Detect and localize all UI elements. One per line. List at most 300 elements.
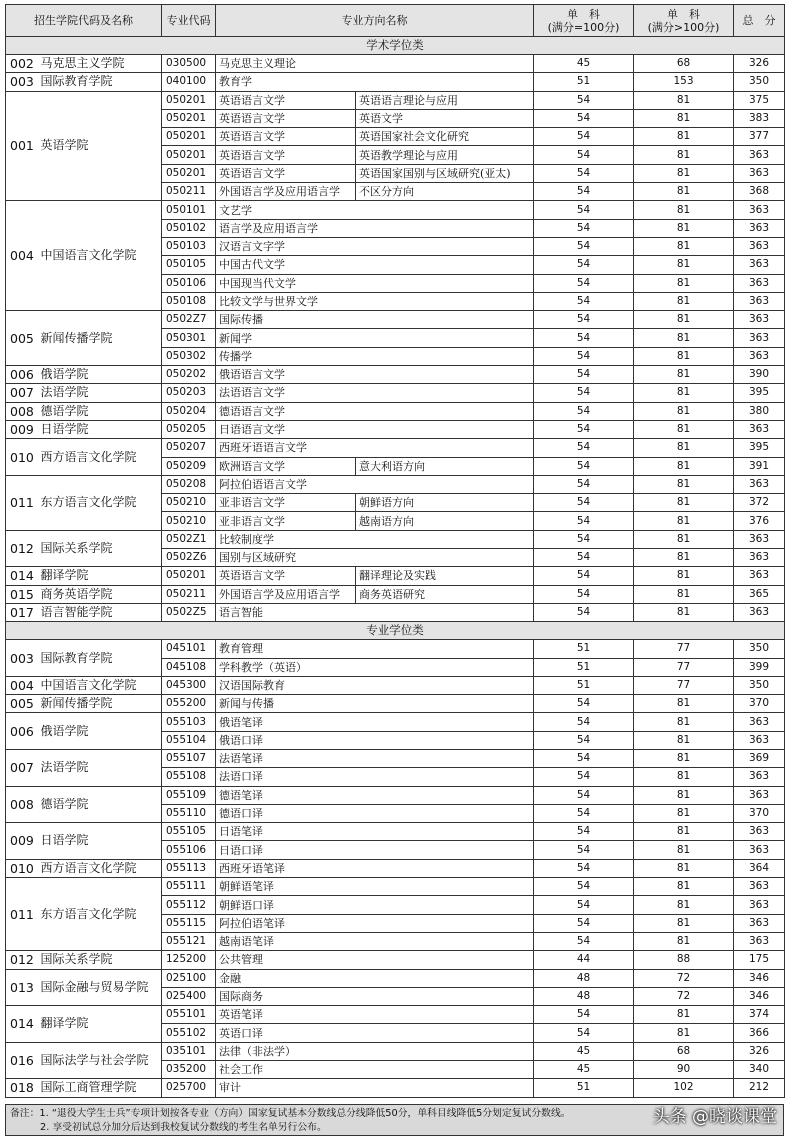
score-single-a: 54 [534, 749, 634, 767]
table-row [6, 311, 785, 329]
major-name: 学科教学（英语） [216, 658, 534, 676]
score-single-b: 81 [634, 329, 734, 347]
direction-name: 意大利语方向 [356, 457, 534, 475]
major-code: 050106 [162, 274, 216, 292]
major-name: 欧洲语言文学 [216, 457, 356, 475]
score-single-a: 54 [534, 859, 634, 877]
college-code: 012 [6, 530, 38, 567]
college-name: 国际工商管理学院 [38, 1079, 162, 1097]
score-single-a: 54 [534, 91, 634, 109]
major-code: 050301 [162, 329, 216, 347]
college-name: 俄语学院 [38, 713, 162, 750]
score-total: 326 [734, 1042, 785, 1060]
header-major-code: 专业代码 [162, 5, 216, 37]
direction-name: 英语教学理论与应用 [356, 146, 534, 164]
score-total: 350 [734, 676, 785, 694]
college-code: 009 [6, 420, 38, 438]
major-code: 055110 [162, 804, 216, 822]
college-code: 006 [6, 366, 38, 384]
score-total: 363 [734, 530, 785, 548]
major-name: 法律（非法学） [216, 1042, 534, 1060]
score-total: 363 [734, 146, 785, 164]
score-total: 363 [734, 914, 785, 932]
major-code: 050108 [162, 292, 216, 310]
score-total: 363 [734, 878, 785, 896]
major-name: 国别与区域研究 [216, 549, 534, 567]
score-single-a: 54 [534, 109, 634, 127]
score-total: 346 [734, 969, 785, 987]
score-total: 363 [734, 731, 785, 749]
score-total: 368 [734, 183, 785, 201]
score-total: 363 [734, 841, 785, 859]
major-name: 俄语口译 [216, 731, 534, 749]
score-single-b: 81 [634, 786, 734, 804]
major-name: 国际传播 [216, 311, 534, 329]
table-row [6, 530, 785, 548]
score-single-b: 81 [634, 494, 734, 512]
major-name: 传播学 [216, 347, 534, 365]
score-single-b: 81 [634, 146, 734, 164]
section-header-row [6, 622, 785, 640]
college-name: 国际关系学院 [38, 530, 162, 567]
college-name: 新闻传播学院 [38, 311, 162, 366]
score-total: 363 [734, 603, 785, 621]
score-single-a: 51 [534, 676, 634, 694]
major-name: 中国古代文学 [216, 256, 534, 274]
score-total: 372 [734, 494, 785, 512]
score-single-a: 54 [534, 146, 634, 164]
score-single-a: 54 [534, 402, 634, 420]
major-code: 0502Z1 [162, 530, 216, 548]
major-code: 055200 [162, 695, 216, 713]
score-single-b: 81 [634, 256, 734, 274]
score-single-a: 54 [534, 530, 634, 548]
score-single-b: 81 [634, 859, 734, 877]
direction-name: 不区分方向 [356, 183, 534, 201]
major-name: 教育学 [216, 73, 534, 91]
major-name: 德语语言文学 [216, 402, 534, 420]
score-single-b: 81 [634, 219, 734, 237]
score-single-b: 81 [634, 347, 734, 365]
score-single-b: 81 [634, 603, 734, 621]
major-name: 英语语言文学 [216, 164, 356, 182]
major-name: 公共管理 [216, 951, 534, 969]
score-single-b: 81 [634, 512, 734, 530]
score-single-b: 88 [634, 951, 734, 969]
major-code: 055112 [162, 896, 216, 914]
major-code: 025400 [162, 987, 216, 1005]
score-single-a: 45 [534, 1042, 634, 1060]
score-single-a: 54 [534, 1024, 634, 1042]
score-single-a: 54 [534, 549, 634, 567]
score-total: 363 [734, 549, 785, 567]
score-total: 363 [734, 311, 785, 329]
college-name: 马克思主义学院 [38, 55, 162, 73]
major-name: 教育管理 [216, 640, 534, 658]
major-name: 国际商务 [216, 987, 534, 1005]
score-single-a: 51 [534, 1079, 634, 1097]
college-name: 中国语言文化学院 [38, 676, 162, 694]
score-single-b: 68 [634, 55, 734, 73]
table-row [6, 73, 785, 91]
major-code: 045101 [162, 640, 216, 658]
college-code: 015 [6, 585, 38, 603]
score-total: 350 [734, 73, 785, 91]
major-name: 外国语言学及应用语言学 [216, 183, 356, 201]
college-name: 国际教育学院 [38, 73, 162, 91]
score-single-a: 51 [534, 640, 634, 658]
score-total: 380 [734, 402, 785, 420]
score-single-b: 81 [634, 713, 734, 731]
major-code: 050210 [162, 512, 216, 530]
college-code: 014 [6, 567, 38, 585]
score-single-a: 48 [534, 969, 634, 987]
major-code: 0502Z5 [162, 603, 216, 621]
major-code: 050201 [162, 164, 216, 182]
major-name: 法语笔译 [216, 749, 534, 767]
score-single-b: 81 [634, 1024, 734, 1042]
score-single-b: 77 [634, 658, 734, 676]
score-single-a: 54 [534, 896, 634, 914]
score-single-a: 54 [534, 786, 634, 804]
score-single-b: 81 [634, 567, 734, 585]
college-name: 中国语言文化学院 [38, 201, 162, 311]
college-name: 德语学院 [38, 402, 162, 420]
score-single-a: 54 [534, 768, 634, 786]
major-name: 外国语言学及应用语言学 [216, 585, 356, 603]
direction-name: 越南语方向 [356, 512, 534, 530]
table-row [6, 695, 785, 713]
college-code: 018 [6, 1079, 38, 1097]
major-code: 055103 [162, 713, 216, 731]
score-total: 365 [734, 585, 785, 603]
score-single-b: 81 [634, 475, 734, 493]
score-single-a: 54 [534, 585, 634, 603]
score-total: 395 [734, 384, 785, 402]
score-total: 212 [734, 1079, 785, 1097]
score-total: 366 [734, 1024, 785, 1042]
table-row [6, 366, 785, 384]
major-code: 055111 [162, 878, 216, 896]
score-single-b: 102 [634, 1079, 734, 1097]
score-single-b: 81 [634, 457, 734, 475]
watermark: 头条 @晓谈课堂 [652, 1107, 777, 1127]
major-name: 俄语笔译 [216, 713, 534, 731]
score-total: 370 [734, 804, 785, 822]
score-single-b: 81 [634, 384, 734, 402]
score-single-a: 54 [534, 237, 634, 255]
college-code: 006 [6, 713, 38, 750]
major-code: 050102 [162, 219, 216, 237]
college-name: 东方语言文化学院 [38, 475, 162, 530]
score-single-a: 54 [534, 475, 634, 493]
college-code: 004 [6, 201, 38, 311]
major-code: 125200 [162, 951, 216, 969]
major-name: 英语语言文学 [216, 91, 356, 109]
score-total: 369 [734, 749, 785, 767]
score-single-b: 81 [634, 549, 734, 567]
college-code: 008 [6, 786, 38, 823]
score-total: 376 [734, 512, 785, 530]
score-single-a: 54 [534, 420, 634, 438]
college-code: 002 [6, 55, 38, 73]
major-code: 050211 [162, 585, 216, 603]
score-single-a: 54 [534, 219, 634, 237]
direction-name: 商务英语研究 [356, 585, 534, 603]
major-code: 035200 [162, 1061, 216, 1079]
score-single-b: 77 [634, 676, 734, 694]
table-row [6, 1006, 785, 1024]
major-name: 英语语言文学 [216, 146, 356, 164]
college-name: 国际法学与社会学院 [38, 1042, 162, 1079]
footnote-line-2: 2. 享受初试总分加分后达到我校复试分数线的考生名单另行公布。 [40, 1122, 327, 1133]
score-single-a: 54 [534, 731, 634, 749]
major-name: 日语笔译 [216, 823, 534, 841]
college-code: 005 [6, 695, 38, 713]
college-code: 004 [6, 676, 38, 694]
major-code: 050209 [162, 457, 216, 475]
major-code: 055101 [162, 1006, 216, 1024]
score-total: 363 [734, 292, 785, 310]
college-code: 001 [6, 91, 38, 201]
major-name: 西班牙语语言文学 [216, 439, 534, 457]
major-name: 汉语言文字学 [216, 237, 534, 255]
college-code: 012 [6, 951, 38, 969]
table-row [6, 676, 785, 694]
score-total: 346 [734, 987, 785, 1005]
score-single-b: 81 [634, 768, 734, 786]
score-single-b: 81 [634, 420, 734, 438]
major-name: 文艺学 [216, 201, 534, 219]
score-single-b: 81 [634, 896, 734, 914]
score-single-b: 81 [634, 1006, 734, 1024]
score-total: 363 [734, 713, 785, 731]
table-row [6, 585, 785, 603]
score-single-b: 153 [634, 73, 734, 91]
score-single-a: 48 [534, 987, 634, 1005]
header-single-a: 单 科 (满分=100分) [534, 5, 634, 37]
score-single-a: 54 [534, 494, 634, 512]
table-row [6, 55, 785, 73]
header-single-b: 单 科 (满分>100分) [634, 5, 734, 37]
score-total: 363 [734, 823, 785, 841]
header-direction: 专业方向名称 [216, 5, 534, 37]
score-single-a: 54 [534, 823, 634, 841]
major-name: 英语笔译 [216, 1006, 534, 1024]
college-code: 007 [6, 749, 38, 786]
major-code: 050211 [162, 183, 216, 201]
score-single-b: 81 [634, 311, 734, 329]
score-single-a: 54 [534, 311, 634, 329]
score-total: 363 [734, 896, 785, 914]
college-name: 新闻传播学院 [38, 695, 162, 713]
score-single-a: 54 [534, 695, 634, 713]
score-total: 175 [734, 951, 785, 969]
score-total: 395 [734, 439, 785, 457]
college-code: 009 [6, 823, 38, 860]
college-name: 法语学院 [38, 749, 162, 786]
major-name: 比较文学与世界文学 [216, 292, 534, 310]
major-code: 040100 [162, 73, 216, 91]
score-single-b: 81 [634, 366, 734, 384]
major-name: 英语语言文学 [216, 128, 356, 146]
score-single-a: 54 [534, 567, 634, 585]
score-total: 350 [734, 640, 785, 658]
major-code: 045300 [162, 676, 216, 694]
score-single-b: 81 [634, 823, 734, 841]
score-total: 399 [734, 658, 785, 676]
college-code: 010 [6, 859, 38, 877]
table-row [6, 439, 785, 457]
score-single-a: 54 [534, 603, 634, 621]
score-total: 363 [734, 274, 785, 292]
table-row [6, 823, 785, 841]
score-single-a: 54 [534, 512, 634, 530]
major-code: 050201 [162, 128, 216, 146]
college-code: 007 [6, 384, 38, 402]
major-name: 汉语国际教育 [216, 676, 534, 694]
score-total: 364 [734, 859, 785, 877]
major-name: 中国现当代文学 [216, 274, 534, 292]
major-name: 法语语言文学 [216, 384, 534, 402]
table-row [6, 878, 785, 896]
major-code: 050101 [162, 201, 216, 219]
score-total: 363 [734, 475, 785, 493]
college-code: 011 [6, 878, 38, 951]
table-row [6, 91, 785, 109]
header-college: 招生学院代码及名称 [6, 5, 162, 37]
score-total: 340 [734, 1061, 785, 1079]
major-name: 比较制度学 [216, 530, 534, 548]
score-single-a: 54 [534, 457, 634, 475]
college-name: 西方语言文化学院 [38, 439, 162, 476]
score-single-a: 54 [534, 841, 634, 859]
major-code: 050105 [162, 256, 216, 274]
major-code: 050201 [162, 109, 216, 127]
table-row [6, 420, 785, 438]
major-code: 055106 [162, 841, 216, 859]
direction-name: 英语语言理论与应用 [356, 91, 534, 109]
major-code: 050103 [162, 237, 216, 255]
table-header-row [6, 5, 785, 37]
major-code: 025100 [162, 969, 216, 987]
score-single-a: 45 [534, 55, 634, 73]
score-total: 363 [734, 420, 785, 438]
direction-name: 朝鲜语方向 [356, 494, 534, 512]
college-code: 014 [6, 1006, 38, 1043]
college-name: 法语学院 [38, 384, 162, 402]
score-total: 363 [734, 786, 785, 804]
score-single-a: 45 [534, 1061, 634, 1079]
major-code: 055102 [162, 1024, 216, 1042]
major-name: 日语语言文学 [216, 420, 534, 438]
score-single-a: 54 [534, 439, 634, 457]
college-code: 005 [6, 311, 38, 366]
score-single-a: 54 [534, 201, 634, 219]
score-single-b: 81 [634, 530, 734, 548]
major-code: 050201 [162, 146, 216, 164]
score-single-b: 81 [634, 804, 734, 822]
major-name: 阿拉伯语笔译 [216, 914, 534, 932]
score-single-b: 81 [634, 183, 734, 201]
college-name: 日语学院 [38, 420, 162, 438]
score-single-a: 54 [534, 366, 634, 384]
score-single-a: 54 [534, 274, 634, 292]
major-code: 050202 [162, 366, 216, 384]
score-single-a: 54 [534, 932, 634, 950]
college-name: 语言智能学院 [38, 603, 162, 621]
score-single-b: 81 [634, 439, 734, 457]
score-single-b: 72 [634, 987, 734, 1005]
score-single-a: 54 [534, 164, 634, 182]
college-name: 俄语学院 [38, 366, 162, 384]
major-code: 055108 [162, 768, 216, 786]
major-code: 055107 [162, 749, 216, 767]
table-row [6, 603, 785, 621]
score-single-a: 54 [534, 292, 634, 310]
college-name: 翻译学院 [38, 567, 162, 585]
major-code: 050203 [162, 384, 216, 402]
college-code: 011 [6, 475, 38, 530]
table-row [6, 713, 785, 731]
score-single-b: 81 [634, 201, 734, 219]
score-total: 390 [734, 366, 785, 384]
score-total: 391 [734, 457, 785, 475]
direction-name: 英语文学 [356, 109, 534, 127]
direction-name: 翻译理论及实践 [356, 567, 534, 585]
major-name: 英语语言文学 [216, 567, 356, 585]
table-row [6, 1079, 785, 1097]
major-name: 社会工作 [216, 1061, 534, 1079]
college-name: 国际关系学院 [38, 951, 162, 969]
table-row [6, 201, 785, 219]
score-total: 383 [734, 109, 785, 127]
college-code: 016 [6, 1042, 38, 1079]
score-single-b: 81 [634, 841, 734, 859]
major-code: 0502Z6 [162, 549, 216, 567]
footnote-line-1: 备注：1. “退役大学生士兵”专项计划按各专业（方向）国家复试基本分数线总分线降低50分，单科目线降低5分划定复试分数线。 [10, 1108, 571, 1119]
score-single-b: 81 [634, 749, 734, 767]
college-name: 东方语言文化学院 [38, 878, 162, 951]
major-code: 055113 [162, 859, 216, 877]
score-single-a: 44 [534, 951, 634, 969]
score-total: 363 [734, 219, 785, 237]
score-total: 375 [734, 91, 785, 109]
score-single-a: 54 [534, 256, 634, 274]
major-name: 语言学及应用语言学 [216, 219, 534, 237]
major-name: 法语口译 [216, 768, 534, 786]
score-single-a: 51 [534, 658, 634, 676]
major-code: 050302 [162, 347, 216, 365]
section-title: 专业学位类 [6, 622, 785, 640]
score-single-b: 81 [634, 274, 734, 292]
score-single-b: 81 [634, 292, 734, 310]
major-name: 德语口译 [216, 804, 534, 822]
major-code: 050201 [162, 567, 216, 585]
major-code: 055109 [162, 786, 216, 804]
score-single-b: 81 [634, 878, 734, 896]
major-code: 055121 [162, 932, 216, 950]
section-header-row [6, 37, 785, 55]
major-name: 审计 [216, 1079, 534, 1097]
score-single-b: 68 [634, 1042, 734, 1060]
score-total: 363 [734, 768, 785, 786]
score-total: 363 [734, 256, 785, 274]
score-single-a: 54 [534, 713, 634, 731]
score-single-a: 54 [534, 384, 634, 402]
major-name: 西班牙语笔译 [216, 859, 534, 877]
score-single-b: 81 [634, 237, 734, 255]
